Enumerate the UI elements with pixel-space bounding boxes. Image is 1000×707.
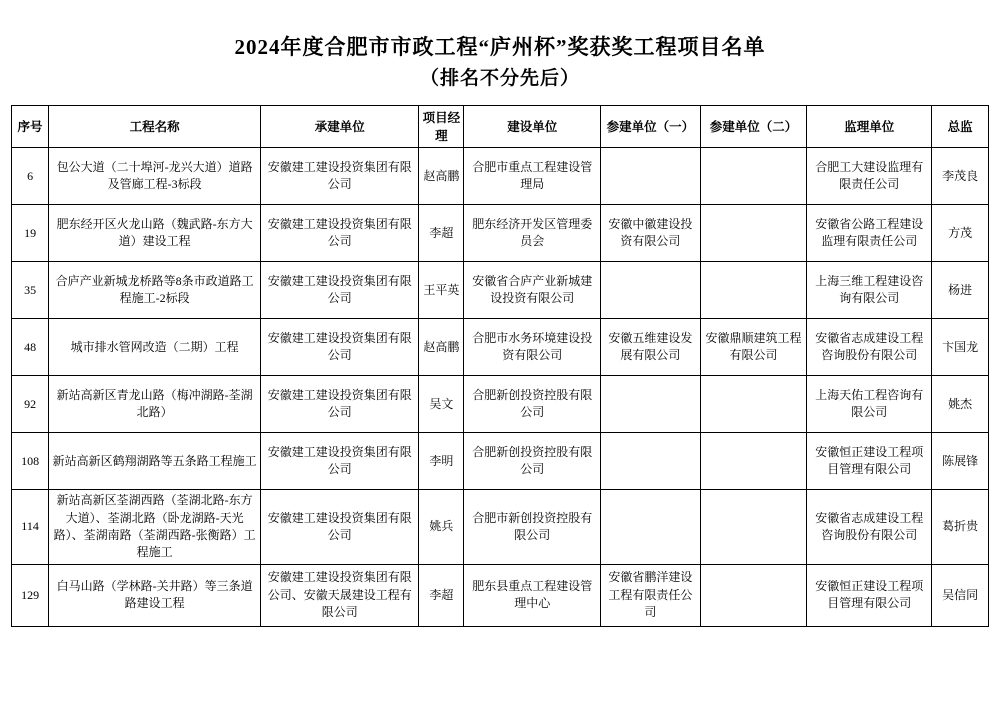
award-projects-table: [11, 105, 989, 627]
table-cell-contractor: 安徽建工建设投资集团有限公司、安徽天晟建设工程有限公司: [261, 564, 419, 626]
table-cell-participant-unit-2: [700, 262, 806, 319]
table-cell-contractor: 安徽建工建设投资集团有限公司: [261, 319, 419, 376]
table-cell-serial-no: 92: [12, 376, 49, 433]
table-cell-project-name: 新站高新区鹤翔湖路等五条路工程施工: [49, 433, 261, 490]
table-row: [12, 205, 989, 262]
table-cell-supervision-unit: 安徽恒正建设工程项目管理有限公司: [807, 433, 932, 490]
table-row: [12, 433, 989, 490]
table-cell-owner-unit: 肥东县重点工程建设管理中心: [464, 564, 601, 626]
column-header-project-name: 工程名称: [49, 106, 261, 148]
table-cell-owner-unit: 合肥新创投资控股有限公司: [464, 376, 601, 433]
table-cell-participant-unit-1: 安徽五维建设发展有限公司: [601, 319, 701, 376]
table-cell-project-manager: 李超: [419, 205, 464, 262]
column-header-participant-unit-2: 参建单位（二）: [700, 106, 806, 148]
table-cell-chief-supervisor: 葛折贵: [932, 490, 989, 565]
table-cell-project-name: 合庐产业新城龙桥路等8条市政道路工程施工-2标段: [49, 262, 261, 319]
table-cell-participant-unit-1: [601, 376, 701, 433]
table-cell-supervision-unit: 安徽省志成建设工程咨询股份有限公司: [807, 319, 932, 376]
table-cell-serial-no: 108: [12, 433, 49, 490]
table-cell-serial-no: 19: [12, 205, 49, 262]
table-cell-participant-unit-2: [700, 564, 806, 626]
table-cell-chief-supervisor: 方茂: [932, 205, 989, 262]
table-cell-project-manager: 姚兵: [419, 490, 464, 565]
table-cell-participant-unit-1: [601, 433, 701, 490]
table-cell-owner-unit: 合肥市重点工程建设管理局: [464, 148, 601, 205]
page-title: 2024年度合肥市市政工程“庐州杯”奖获奖工程项目名单: [234, 35, 766, 59]
table-cell-serial-no: 129: [12, 564, 49, 626]
table-cell-owner-unit: 合肥新创投资控股有限公司: [464, 433, 601, 490]
table-cell-serial-no: 6: [12, 148, 49, 205]
table-cell-participant-unit-1: 安徽中徽建设投资有限公司: [601, 205, 701, 262]
table-cell-contractor: 安徽建工建设投资集团有限公司: [261, 148, 419, 205]
table-row: [12, 262, 989, 319]
table-cell-supervision-unit: 合肥工大建设监理有限责任公司: [807, 148, 932, 205]
table-cell-chief-supervisor: 姚杰: [932, 376, 989, 433]
column-header-project-manager: 项目经理: [419, 106, 464, 148]
table-cell-supervision-unit: 安徽恒正建设工程项目管理有限公司: [807, 564, 932, 626]
table-cell-owner-unit: 安徽省合庐产业新城建设投资有限公司: [464, 262, 601, 319]
table-cell-project-manager: 李超: [419, 564, 464, 626]
table-cell-project-name: 新站高新区荃湖西路（荃湖北路-东方大道）、荃湖北路（卧龙湖路-天光路）、荃湖南路（荃湖西路-张衡路）工程施工: [49, 490, 261, 565]
table-cell-serial-no: 48: [12, 319, 49, 376]
table-row: [12, 319, 989, 376]
page-subtitle: （排名不分先后）: [419, 68, 580, 90]
table-cell-project-name: 白马山路（学林路-关井路）等三条道路建设工程: [49, 564, 261, 626]
table-cell-chief-supervisor: 陈展锋: [932, 433, 989, 490]
table-body: [12, 148, 989, 627]
table-cell-project-manager: 李明: [419, 433, 464, 490]
table-cell-contractor: 安徽建工建设投资集团有限公司: [261, 433, 419, 490]
table-cell-owner-unit: 合肥市水务环境建设投资有限公司: [464, 319, 601, 376]
column-header-chief-supervisor: 总监: [932, 106, 989, 148]
table-cell-serial-no: 114: [12, 490, 49, 565]
table-cell-chief-supervisor: 杨进: [932, 262, 989, 319]
column-header-contractor: 承建单位: [261, 106, 419, 148]
table-cell-participant-unit-2: [700, 205, 806, 262]
table-row: [12, 376, 989, 433]
column-header-participant-unit-1: 参建单位（一）: [601, 106, 701, 148]
table-cell-supervision-unit: 安徽省公路工程建设监理有限责任公司: [807, 205, 932, 262]
table-row: [12, 564, 989, 626]
table-cell-participant-unit-2: 安徽鼎顺建筑工程有限公司: [700, 319, 806, 376]
table-cell-participant-unit-1: 安徽省鹏洋建设工程有限责任公司: [601, 564, 701, 626]
table-cell-owner-unit: 肥东经济开发区管理委员会: [464, 205, 601, 262]
table-cell-project-name: 城市排水管网改造（二期）工程: [49, 319, 261, 376]
table-cell-supervision-unit: 上海三维工程建设咨询有限公司: [807, 262, 932, 319]
table-cell-project-manager: 王平英: [419, 262, 464, 319]
table-cell-contractor: 安徽建工建设投资集团有限公司: [261, 262, 419, 319]
column-header-supervision-unit: 监理单位: [807, 106, 932, 148]
table-header-row: [12, 106, 989, 148]
table-cell-project-name: 新站高新区青龙山路（梅冲湖路-荃湖北路）: [49, 376, 261, 433]
table-cell-participant-unit-2: [700, 490, 806, 565]
table-cell-participant-unit-1: [601, 262, 701, 319]
table-cell-chief-supervisor: 李茂良: [932, 148, 989, 205]
table-cell-supervision-unit: 上海天佑工程咨询有限公司: [807, 376, 932, 433]
table-cell-participant-unit-2: [700, 376, 806, 433]
table-cell-participant-unit-1: [601, 148, 701, 205]
table-row: [12, 490, 989, 565]
table-cell-participant-unit-1: [601, 490, 701, 565]
table-cell-project-manager: 吴文: [419, 376, 464, 433]
table-cell-project-name: 包公大道（二十埠河-龙兴大道）道路及管廊工程-3标段: [49, 148, 261, 205]
table-cell-project-manager: 赵高鹏: [419, 148, 464, 205]
table-cell-chief-supervisor: 吴信同: [932, 564, 989, 626]
table-cell-chief-supervisor: 卞国龙: [932, 319, 989, 376]
table-cell-project-name: 肥东经开区火龙山路（魏武路-东方大道）建设工程: [49, 205, 261, 262]
table-cell-serial-no: 35: [12, 262, 49, 319]
table-cell-participant-unit-2: [700, 433, 806, 490]
table-cell-project-manager: 赵高鹏: [419, 319, 464, 376]
table-cell-participant-unit-2: [700, 148, 806, 205]
table-cell-contractor: 安徽建工建设投资集团有限公司: [261, 490, 419, 565]
table-cell-supervision-unit: 安徽省志成建设工程咨询股份有限公司: [807, 490, 932, 565]
table-cell-contractor: 安徽建工建设投资集团有限公司: [261, 376, 419, 433]
column-header-serial-no: 序号: [12, 106, 49, 148]
table-head: [12, 106, 989, 148]
column-header-owner-unit: 建设单位: [464, 106, 601, 148]
table-cell-owner-unit: 合肥市新创投资控股有限公司: [464, 490, 601, 565]
table-row: [12, 148, 989, 205]
table-cell-contractor: 安徽建工建设投资集团有限公司: [261, 205, 419, 262]
